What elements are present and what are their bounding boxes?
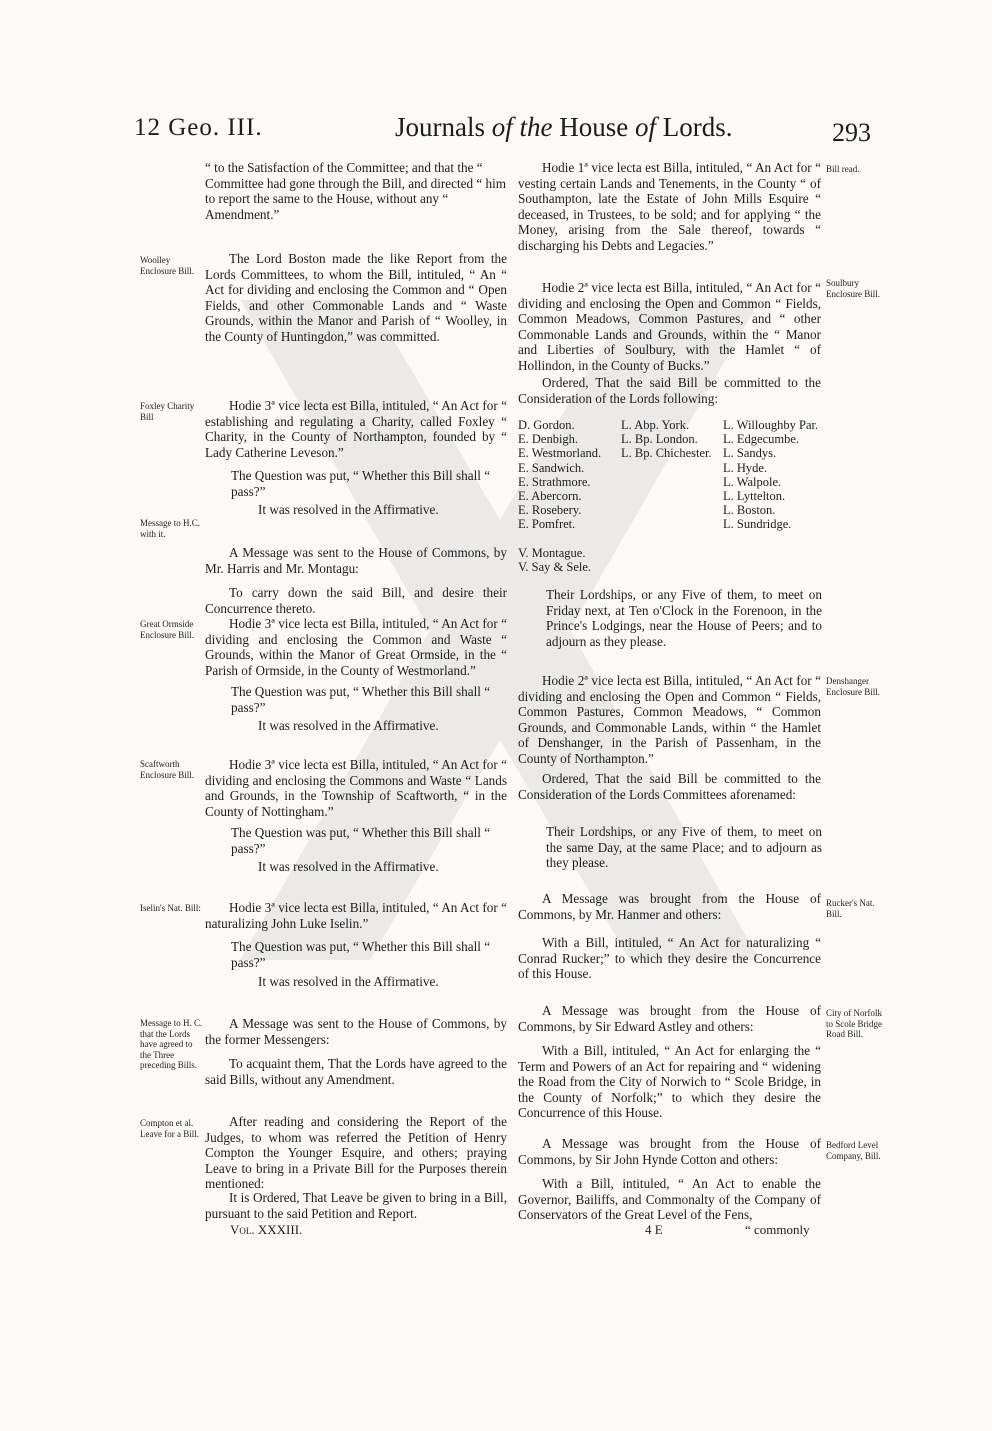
title-word: Journals bbox=[395, 112, 485, 142]
lord-name: E. Sandwich. bbox=[518, 460, 585, 475]
signature-mark: 4 E bbox=[645, 1222, 663, 1237]
paragraph-message2-b: To acquaint them, That the Lords have agreed to the said Bills, without any Amendment. bbox=[205, 1056, 507, 1087]
resolution-scaftworth: It was resolved in the Affirmative. bbox=[258, 859, 439, 874]
margin-note-message1: Message to H.C. with it. bbox=[140, 518, 200, 539]
margin-note-bill-read: Bill read. bbox=[826, 164, 860, 174]
margin-note-compton: Compton et al. Leave for a Bill. bbox=[140, 1118, 199, 1139]
paragraph-ormside: Hodie 3ª vice lecta est Billa, intituled, “ An Act for “ dividing and enclosing the Common and Waste “ Grounds, within the Manor of Great Ormside, in the “ Parish of Ormside, in the County of Westmorland.” bbox=[205, 616, 507, 678]
lord-name: E. Pomfret. bbox=[518, 517, 576, 532]
margin-note-iselin: Iselin's Nat. Bill: bbox=[140, 903, 201, 913]
lord-name: L. Bp. Chichester. bbox=[621, 446, 712, 461]
paragraph-meeting-time: Their Lordships, or any Five of them, to meet on Friday next, at Ten o'Clock in the Forenoon, in the Prince's Lodgings, near the House of Peers; and to adjourn as they please. bbox=[546, 587, 822, 649]
lord-name: E. Denbigh. bbox=[518, 432, 579, 447]
paragraph-soulbury: Hodie 2ª vice lecta est Billa, intituled, “ An Act for “ dividing and enclosing the Open and Common “ Fields, Common Meadows, Common Pastures, and “ other Commonable Lands and Grounds, within the “ Manor and Liberties of Soulbury, with the Hamlet “ of Hollindon, in the County of Bucks.” bbox=[518, 280, 821, 373]
lords-column-2 bbox=[621, 418, 712, 461]
lord-name: V. Montague. bbox=[518, 545, 586, 560]
paragraph-message1-b: To carry down the said Bill, and desire their Concurrence thereto. bbox=[205, 585, 507, 616]
lord-name: L. Hyde. bbox=[723, 460, 768, 475]
lord-name: L. Sundridge. bbox=[723, 517, 792, 532]
question-scaftworth: The Question was put, “ Whether this Bill shall “ pass?” bbox=[231, 825, 491, 856]
margin-note-message2: Message to H. C. that the Lords have agreed to the Three preceding Bills. bbox=[140, 1018, 203, 1070]
lord-name: L. Lyttelton. bbox=[723, 489, 786, 504]
paragraph-compton: After reading and considering the Report of the Judges, to whom was referred the Petition of Henry Compton the Younger Esquire, and others; praying Leave to bring in a Private Bill for the Purposes therein mentioned: bbox=[205, 1114, 507, 1192]
lord-name: L. Sandys. bbox=[723, 446, 777, 461]
lord-name: E. Strathmore. bbox=[518, 474, 591, 489]
margin-note-denshanger: Denshanger Enclosure Bill. bbox=[826, 676, 880, 697]
margin-note-norwich: City of Norfolk to Scole Bridge Road Bill. bbox=[826, 1008, 882, 1039]
lord-name: L. Edgecumbe. bbox=[723, 432, 800, 447]
paragraph-denshanger: Hodie 2ª vice lecta est Billa, intituled, “ An Act for “ dividing and enclosing the Open and Common “ Fields, Common Pastures, Common Meadows, “ Common Grounds, and Commonable Lands, within “ the Hamlet of Denshanger, in the Parish of Passenham, in the County of Northampton.” bbox=[518, 673, 821, 766]
title-word: of bbox=[635, 112, 657, 142]
question-foxley: The Question was put, “ Whether this Bill shall “ pass?” bbox=[231, 468, 491, 499]
paragraph-foxley: Hodie 3ª vice lecta est Billa, intituled, “ An Act for “ establishing and regulating a Charity, called Foxley “ Charity, in the County of Northampton, founded by “ Lady Catherine Leveson.” bbox=[205, 398, 507, 460]
paragraph-message2: A Message was sent to the House of Commons, by the former Messengers: bbox=[205, 1016, 507, 1047]
paragraph-woolley: The Lord Boston made the like Report from the Lords Committees, to whom the Bill, intituled, “ An “ Act for dividing and enclosing the Common and “ Open Fields, and other Commonable Lands and “ Waste Grounds, within the Manor and Parish of “ Woolley, in the County of Huntingdon,” was committed. bbox=[205, 251, 507, 344]
paragraph-mills-estate: Hodie 1ª vice lecta est Billa, intituled, “ An Act for “ vesting certain Lands and Tenements, in the County “ of Southampton, late the Estate of John Mills Esquire “ deceased, in Trustees, to be sold; and for applying “ the Money, arising from the Sale thereof, towards “ discharging his Debts and Legacies.” bbox=[518, 160, 821, 253]
lord-name: L. Boston. bbox=[723, 503, 776, 518]
margin-note-scaftworth: Scaftworth Enclosure Bill. bbox=[140, 759, 194, 780]
paragraph-norwich-bill: With a Bill, intituled, “ An Act for enlarging the “ Term and Powers of an Act for repairing and “ widening the Road from the City of Norwich to “ Scole Bridge, in the County of Norfolk;” to which they desire the Concurrence of this House. bbox=[518, 1043, 821, 1121]
paragraph-order-committee: Ordered, That the said Bill be committed to the Consideration of the Lords following: bbox=[518, 375, 821, 406]
paragraph-iselin: Hodie 3ª vice lecta est Billa, intituled, “ An Act for “ naturalizing John Luke Iselin.” bbox=[205, 900, 507, 931]
lords-column-3 bbox=[723, 418, 818, 532]
margin-note-foxley: Foxley Charity Bill bbox=[140, 401, 195, 422]
title-word: Lords. bbox=[662, 112, 733, 142]
resolution-ormside: It was resolved in the Affirmative. bbox=[258, 718, 439, 733]
lord-name: L. Bp. London. bbox=[621, 432, 698, 447]
title-word: House bbox=[559, 112, 629, 142]
title-word: of bbox=[491, 112, 513, 142]
journal-title bbox=[395, 112, 733, 143]
lord-name: D. Gordon. bbox=[518, 418, 575, 432]
catchword: “ commonly bbox=[745, 1222, 810, 1237]
paragraph-bedford-bill: With a Bill, intituled, “ An Act to enable the Governor, Bailiffs, and Commonalty of the Company of Conservators of the Great Level of the Fens, bbox=[518, 1176, 821, 1223]
title-word: the bbox=[519, 112, 553, 142]
paragraph-message1: A Message was sent to the House of Commons, by Mr. Harris and Mr. Montagu: bbox=[205, 545, 507, 576]
paragraph-scaftworth: Hodie 3ª vice lecta est Billa, intituled, “ An Act for “ dividing and enclosing the Commons and Waste “ Lands and Grounds, in the Township of Scaftworth, “ in the County of Nottingham.” bbox=[205, 757, 507, 819]
lord-name: L. Walpole. bbox=[723, 474, 782, 489]
paragraph-same-day: Their Lordships, or any Five of them, to meet on the same Day, at the same Place; and to adjourn as they please. bbox=[546, 824, 822, 871]
lord-name bbox=[518, 532, 601, 546]
paragraph-compton-order: It is Ordered, That Leave be given to bring in a Bill, pursuant to the said Petition and Report. bbox=[205, 1190, 507, 1221]
lord-name: L. Willoughby Par. bbox=[723, 418, 819, 432]
volume-number: Vol. XXXIII. bbox=[230, 1222, 303, 1237]
resolution-foxley: It was resolved in the Affirmative. bbox=[258, 502, 439, 517]
lords-column-1 bbox=[518, 418, 601, 574]
paragraph-message-astley: A Message was brought from the House of Commons, by Sir Edward Astley and others: bbox=[518, 1003, 821, 1034]
paragraph-order-denshanger: Ordered, That the said Bill be committed to the Consideration of the Lords Committees aforenamed: bbox=[518, 771, 821, 802]
margin-note-rucker: Rucker's Nat. Bill. bbox=[826, 898, 875, 919]
lord-name: L. Abp. York. bbox=[621, 418, 690, 432]
lord-name: E. Rosebery. bbox=[518, 503, 582, 518]
lord-name: V. Say & Sele. bbox=[518, 560, 592, 575]
reign-heading: 12 Geo. III. bbox=[134, 114, 263, 141]
lord-name: E. Westmorland. bbox=[518, 446, 602, 461]
paragraph-committee-report: “ to the Satisfaction of the Committee; and that the “ Committee had gone through the Bill, and directed “ him to report the same to the House, without any “ Amendment.” bbox=[205, 160, 507, 222]
page-number: 293 bbox=[832, 118, 871, 147]
question-ormside: The Question was put, “ Whether this Bill shall “ pass?” bbox=[231, 684, 491, 715]
paragraph-message-cotton: A Message was brought from the House of Commons, by Sir John Hynde Cotton and others: bbox=[518, 1136, 821, 1167]
paragraph-message-hanmer: A Message was brought from the House of Commons, by Mr. Hanmer and others: bbox=[518, 891, 821, 922]
margin-note-woolley: Woolley Enclosure Bill. bbox=[140, 255, 194, 276]
paragraph-rucker-bill: With a Bill, intituled, “ An Act for naturalizing “ Conrad Rucker;” to which they desire the Concurrence of this House. bbox=[518, 935, 821, 982]
resolution-iselin: It was resolved in the Affirmative. bbox=[258, 974, 439, 989]
question-iselin: The Question was put, “ Whether this Bill shall “ pass?” bbox=[231, 939, 491, 970]
margin-note-ormside: Great Ormside Enclosure Bill. bbox=[140, 619, 194, 640]
margin-note-soulbury: Soulbury Enclosure Bill. bbox=[826, 278, 880, 299]
margin-note-bedford: Bedford Level Company, Bill. bbox=[826, 1140, 881, 1161]
lord-name: E. Abercorn. bbox=[518, 489, 582, 504]
